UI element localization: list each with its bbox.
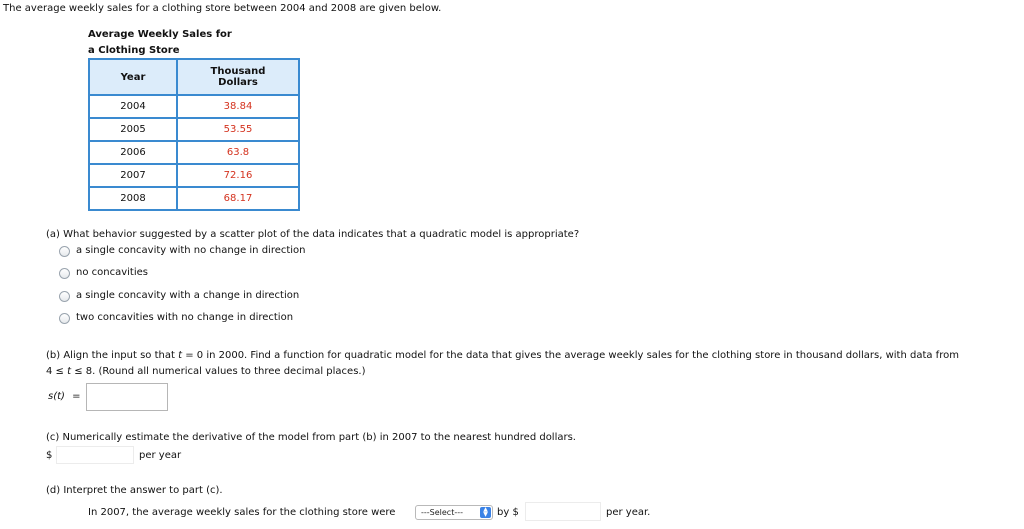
part-a-question: (a) What behavior suggested by a scatter plot of the data indicates that a quadratic model is appropriate? bbox=[46, 229, 580, 240]
intro-text: The average weekly sales for a clothing store between 2004 and 2008 are given below. bbox=[3, 3, 442, 14]
part-b-rest: in 2000. Find a function for quadratic model for the data that gives the average weekly sales for the clothing store in thousand dollars, with data from bbox=[206, 350, 959, 361]
table-row bbox=[89, 118, 299, 141]
cell-value: 68.17 bbox=[177, 187, 299, 210]
select-value: ---Select--- bbox=[421, 508, 463, 517]
select-chevron-icon: ▲ ▼ bbox=[480, 507, 491, 518]
per-year-label: per year bbox=[139, 450, 182, 461]
table-row bbox=[89, 141, 299, 164]
part-b-equals-zero: = 0 bbox=[182, 350, 204, 361]
part-d-question: (d) Interpret the answer to part (c). bbox=[46, 485, 223, 496]
function-input[interactable] bbox=[86, 383, 168, 411]
option-label-4[interactable]: two concavities with no change in direction bbox=[76, 312, 294, 323]
equals-sign: = bbox=[72, 391, 81, 402]
table-row bbox=[89, 187, 299, 210]
cell-value: 53.55 bbox=[177, 118, 299, 141]
part-b-lead: (b) Align the input so that bbox=[46, 350, 175, 361]
table-title-line1: Average Weekly Sales for bbox=[88, 29, 232, 40]
cell-year: 2006 bbox=[89, 141, 177, 164]
table-title-line2: a Clothing Store bbox=[88, 45, 180, 56]
part-c-question: (c) Numerically estimate the derivative of the model from part (b) in 2007 to the nearest hundred dollars. bbox=[46, 432, 576, 443]
interpretation-sentence: In 2007, the average weekly sales for the clothing store were bbox=[88, 507, 396, 518]
option-radio-1[interactable] bbox=[59, 246, 70, 257]
range-start: 4 ≤ bbox=[46, 366, 64, 377]
cell-year: 2005 bbox=[89, 118, 177, 141]
currency-sign: $ bbox=[46, 450, 53, 461]
header-value-line1: Thousand bbox=[210, 66, 266, 77]
option-label-1[interactable]: a single concavity with no change in direction bbox=[76, 245, 306, 256]
part-b-line1 bbox=[46, 350, 959, 361]
cell-year: 2004 bbox=[89, 95, 177, 118]
cell-year: 2007 bbox=[89, 164, 177, 187]
header-value bbox=[177, 59, 299, 95]
by-dollar-label: by $ bbox=[497, 507, 519, 518]
cell-year: 2008 bbox=[89, 187, 177, 210]
amount-input[interactable] bbox=[525, 502, 601, 521]
table-header-row bbox=[89, 59, 299, 95]
header-year: Year bbox=[89, 59, 177, 95]
option-radio-4[interactable] bbox=[59, 313, 70, 324]
option-radio-3[interactable] bbox=[59, 291, 70, 302]
header-value-line2: Dollars bbox=[218, 77, 258, 88]
rounding-note: (Round all numerical values to three decimal places.) bbox=[98, 366, 366, 377]
option-radio-2[interactable] bbox=[59, 268, 70, 279]
table-row bbox=[89, 95, 299, 118]
function-name: s(t) bbox=[48, 391, 65, 402]
option-label-2[interactable]: no concavities bbox=[76, 267, 148, 278]
function-label bbox=[48, 391, 81, 402]
variable-t: t bbox=[67, 366, 72, 377]
per-year-period-label: per year. bbox=[606, 507, 651, 518]
table-row bbox=[89, 164, 299, 187]
cell-value: 63.8 bbox=[177, 141, 299, 164]
derivative-input[interactable] bbox=[56, 446, 134, 464]
sales-table bbox=[88, 58, 300, 211]
variable-t: t bbox=[178, 350, 183, 361]
cell-value: 72.16 bbox=[177, 164, 299, 187]
range-end: ≤ 8. bbox=[74, 366, 96, 377]
option-label-3[interactable]: a single concavity with a change in direction bbox=[76, 290, 300, 301]
direction-select[interactable] bbox=[415, 505, 493, 520]
cell-value: 38.84 bbox=[177, 95, 299, 118]
part-b-line2 bbox=[46, 366, 366, 377]
